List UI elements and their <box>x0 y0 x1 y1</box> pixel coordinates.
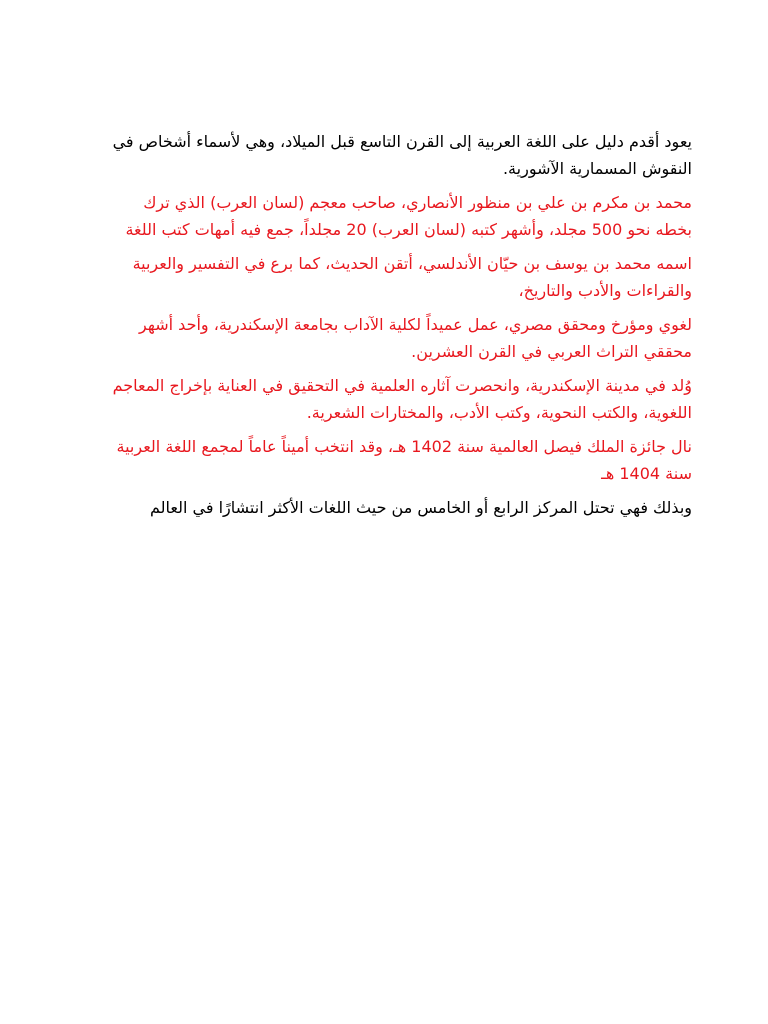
paragraph-arabic-origin: يعود أقدم دليل على اللغة العربية إلى القرن التاسع قبل الميلاد، وهي لأسماء أشخاص في النقوش المسمارية الآشورية. <box>112 132 692 178</box>
paragraph-egyptian-linguist: لغوي ومؤرخ ومحقق مصري، عمل عميداً لكلية الآداب بجامعة الإسكندرية، وأحد أشهر محققي التراث العربي في القرن العشرين. <box>139 315 692 361</box>
paragraph-ibn-manzur: محمد بن مكرم بن علي بن منظور الأنصاري، صاحب معجم (لسان العرب) الذي ترك بخطه نحو 500 مجلد، وأشهر كتبه (لسان العرب) 20 مجلداً، جمع فيه أمهات كتب اللغة <box>125 193 692 239</box>
paragraph-abu-hayyan: اسمه محمد بن يوسف بن حيّان الأندلسي، أتقن الحديث، كما برع في التفسير والعربية والقراءات والأدب والتاريخ، <box>132 254 692 300</box>
document-body <box>110 128 692 528</box>
paragraph-king-faisal-prize: نال جائزة الملك فيصل العالمية سنة 1402 هـ، وقد انتخب أميناً عاماً لمجمع اللغة العربية سنة 1404 هـ <box>116 437 692 483</box>
paragraph-language-rank: وبذلك فهي تحتل المركز الرابع أو الخامس من حيث اللغات الأكثر انتشارًا في العالم <box>150 498 692 517</box>
paragraph-alexandria-works: وُلد في مدينة الإسكندرية، وانحصرت آثاره العلمية في التحقيق في العناية بإخراج المعاجم اللغوية، والكتب النحوية، وكتب الأدب، والمختارات الشعرية. <box>112 376 692 422</box>
